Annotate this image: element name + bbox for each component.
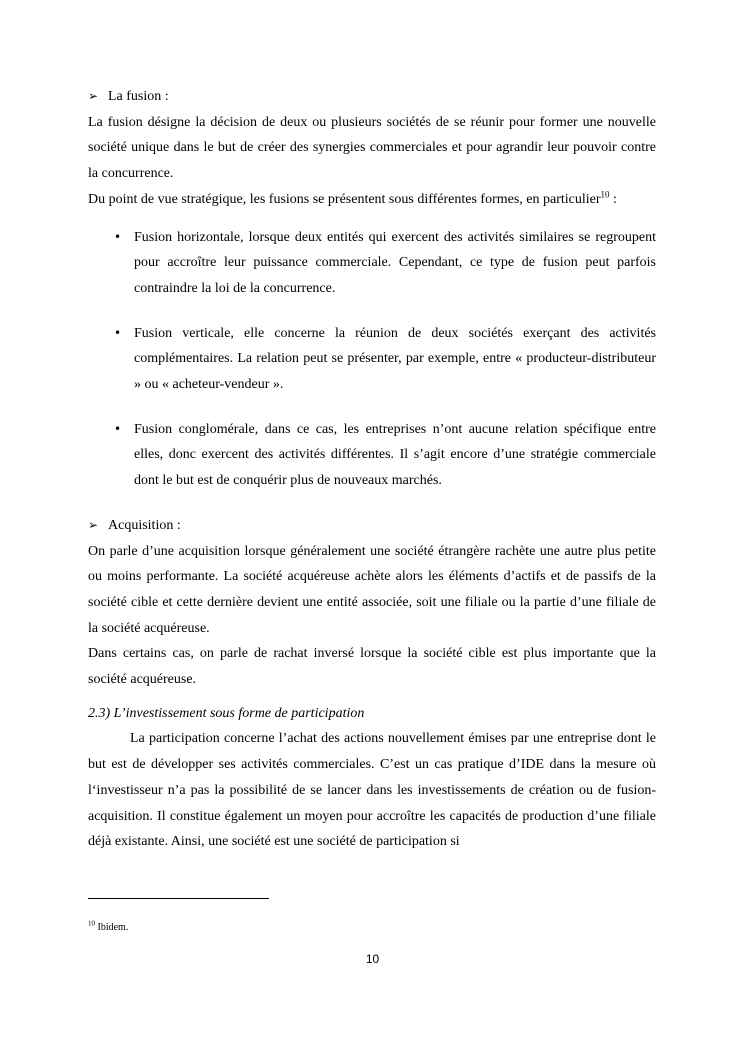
fusion-strategic-intro — [88, 187, 656, 213]
list-item — [88, 225, 656, 302]
arrow-bullet-icon: ➢ — [88, 517, 99, 532]
fusion-vertical-text: Fusion verticale, elle concerne la réunion de deux sociétés exerçant des activités complémentaires. La relation peut se présenter, par exemple, entre « producteur-distributeur » ou « acheteur-vendeur ». — [134, 325, 656, 393]
footnote — [88, 921, 128, 935]
participation-paragraph: La participation concerne l’achat des actions nouvellement émises par une entreprise dont le but est de développer ses activités commerciales. C’est un cas pratique d’IDE dans la mesure où l‘investisseur n’a pas la possibilité de se lancer dans les investissements de création ou de fusion-acquisition. Il constitue également un moyen pour accroître les capacités de production d’une filiale déjà existante. Ainsi, une société est une société de participation si — [88, 731, 656, 850]
fusion-strategic-colon: : — [609, 191, 617, 207]
acquisition-reverse-buyout: Dans certains cas, on parle de rachat inversé lorsque la société cible est plus importante que la société acquéreuse. — [88, 646, 656, 688]
page-body — [88, 84, 656, 855]
bullet-dot-icon: • — [114, 229, 122, 244]
acquisition-heading — [88, 513, 656, 539]
arrow-bullet-icon: ➢ — [88, 89, 99, 103]
footnote-text: Ibidem. — [95, 922, 129, 933]
section-title: 2.3) L’investissement sous forme de participation — [88, 705, 365, 721]
bullet-dot-icon: • — [114, 421, 122, 436]
list-item — [88, 321, 656, 398]
fusion-horizontal-text: Fusion horizontale, lorsque deux entités qui exercent des activités similaires se regroupent pour accroître leur puissance commerciale. Cependant, ce type de fusion peut parfois contraindre la loi de la concurrence. — [134, 229, 656, 296]
footnote-reference[interactable]: 10 — [600, 189, 610, 200]
acquisition-definition: On parle d’une acquisition lorsque généralement une société étrangère rachète une autre plus petite ou moins performante. La société acquéreuse achète alors les éléments d’actifs et de passifs de la société cible et cette dernière devient une entité associée, soit une filiale ou la partie d’une filiale de la société acquéreuse. — [88, 543, 656, 636]
fusion-conglomerate-text: Fusion conglomérale, dans ce cas, les entreprises n’ont aucune relation spécifique entre elles, donc exercent des activités différentes. Il s’agit encore d’une stratégie commerciale dont le but est de conquérir plus de nouveaux marchés. — [134, 421, 656, 489]
fusion-definition: La fusion désigne la décision de deux ou plusieurs sociétés de se réunir pour former une nouvelle société unique dans le but de créer des synergies commerciales et pour agrandir leur pouvoir contre la concurrence. — [88, 114, 656, 182]
list-item — [88, 417, 656, 494]
footnote-separator — [88, 898, 269, 899]
acquisition-heading-text: Acquisition : — [108, 517, 181, 533]
fusion-heading-text: La fusion : — [108, 89, 169, 104]
page-number: 10 — [365, 952, 380, 966]
bullet-dot-icon: • — [114, 325, 122, 340]
fusion-strategic-text: Du point de vue stratégique, les fusions se présentent sous différentes formes, en particulier — [88, 191, 601, 207]
footnote-number: 10 — [88, 919, 95, 928]
fusion-types-list — [88, 225, 656, 494]
fusion-heading — [88, 84, 656, 110]
